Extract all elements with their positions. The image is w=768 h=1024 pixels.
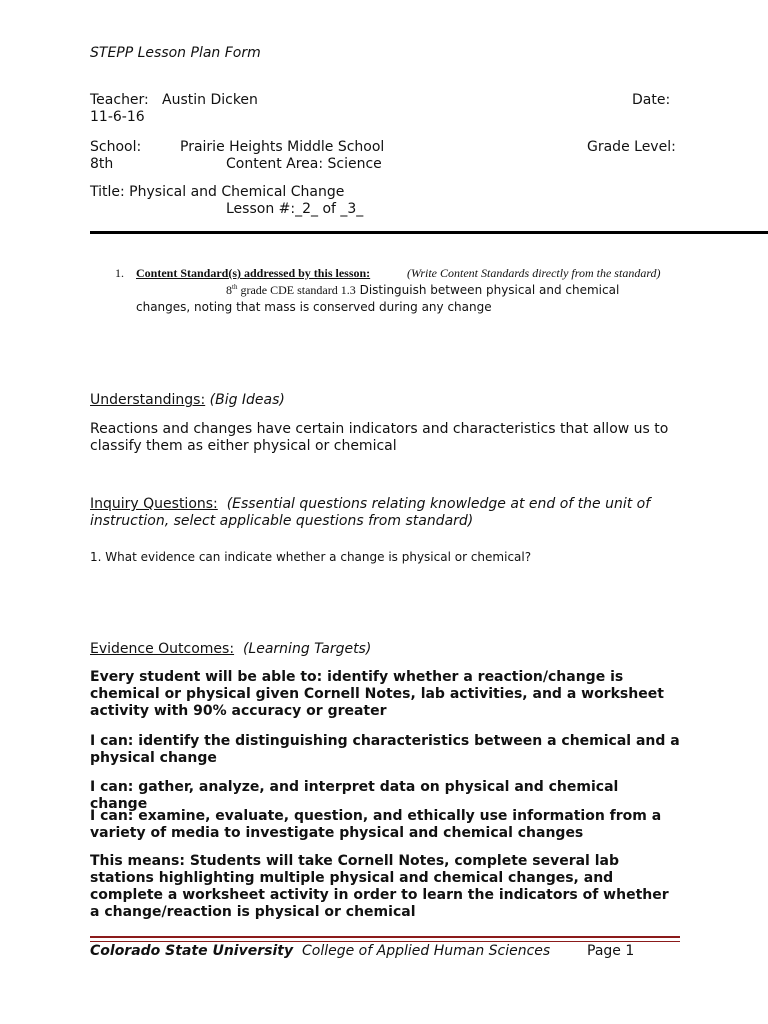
form-title: STEPP Lesson Plan Form (90, 45, 261, 61)
teacher-label: Teacher: (90, 92, 149, 108)
evidence-heading-row (90, 641, 371, 657)
standard-text-line2: changes, noting that mass is conserved during any change (136, 300, 492, 314)
inquiry-heading-row (90, 496, 690, 530)
standard-text-line1: 8th grade CDE standard 1.3 Distinguish between physical and chemical (226, 283, 620, 297)
standard-label: Content Standard(s) addressed by this lesson: (136, 266, 371, 280)
standard-number: 1. (115, 266, 124, 280)
school-name: Prairie Heights Middle School (180, 139, 385, 155)
evidence-note: (Learning Targets) (242, 641, 372, 657)
footer-university: Colorado State University (90, 943, 294, 959)
footer-page-number: Page 1 (587, 943, 635, 959)
lesson-title: Title: Physical and Chemical Change (90, 184, 345, 200)
understandings-heading-row (90, 392, 285, 408)
evidence-item: Every student will be able to: identify whether a reaction/change is chemical or physical given Cornell Notes, lab activities, and a worksheet activity with 90% accuracy or greater (90, 669, 664, 719)
evidence-item: I can: identify the distinguishing characteristics between a chemical and a physical change (90, 733, 680, 766)
footer-college: College of Applied Human Sciences (302, 943, 551, 959)
inquiry-question: 1. What evidence can indicate whether a change is physical or chemical? (90, 550, 532, 564)
content-area: Content Area: Science (226, 156, 382, 172)
standard-instruction: (Write Content Standards directly from the standard) (407, 266, 661, 280)
date-value: 11-6-16 (90, 109, 145, 125)
understandings-note: (Big Ideas) (209, 392, 285, 408)
evidence-item: I can: gather, analyze, and interpret data on physical and chemical change (90, 779, 619, 812)
lesson-number: Lesson #:_2_ of _3_ (226, 201, 364, 217)
header-divider (90, 231, 768, 234)
grade-label: Grade Level: (587, 139, 676, 155)
date-label: Date: (632, 92, 671, 108)
understandings-text: Reactions and changes have certain indicators and characteristics that allow us to classify them as either physical or chemical (90, 421, 669, 454)
understandings-heading: Understandings: (90, 392, 206, 408)
teacher-name: Austin Dicken (162, 92, 258, 108)
evidence-item: I can: examine, evaluate, question, and ethically use information from a variety of media to investigate physical and chemical changes (90, 808, 662, 841)
footer-rule-top (90, 936, 680, 938)
inquiry-note: (Essential questions relating knowledge at end of the unit of instruction, select applicable questions from standard) (90, 496, 651, 529)
school-label: School: (90, 139, 142, 155)
inquiry-heading: Inquiry Questions: (90, 496, 218, 512)
grade-value: 8th (90, 156, 114, 172)
evidence-heading: Evidence Outcomes: (90, 641, 235, 657)
evidence-item: This means: Students will take Cornell Notes, complete several lab stations highlighting multiple physical and chemical changes, and complete a worksheet activity in order to learn the indicators of whether a change/reaction is physical or chemical (90, 853, 669, 920)
footer-rule-bottom (90, 941, 680, 942)
